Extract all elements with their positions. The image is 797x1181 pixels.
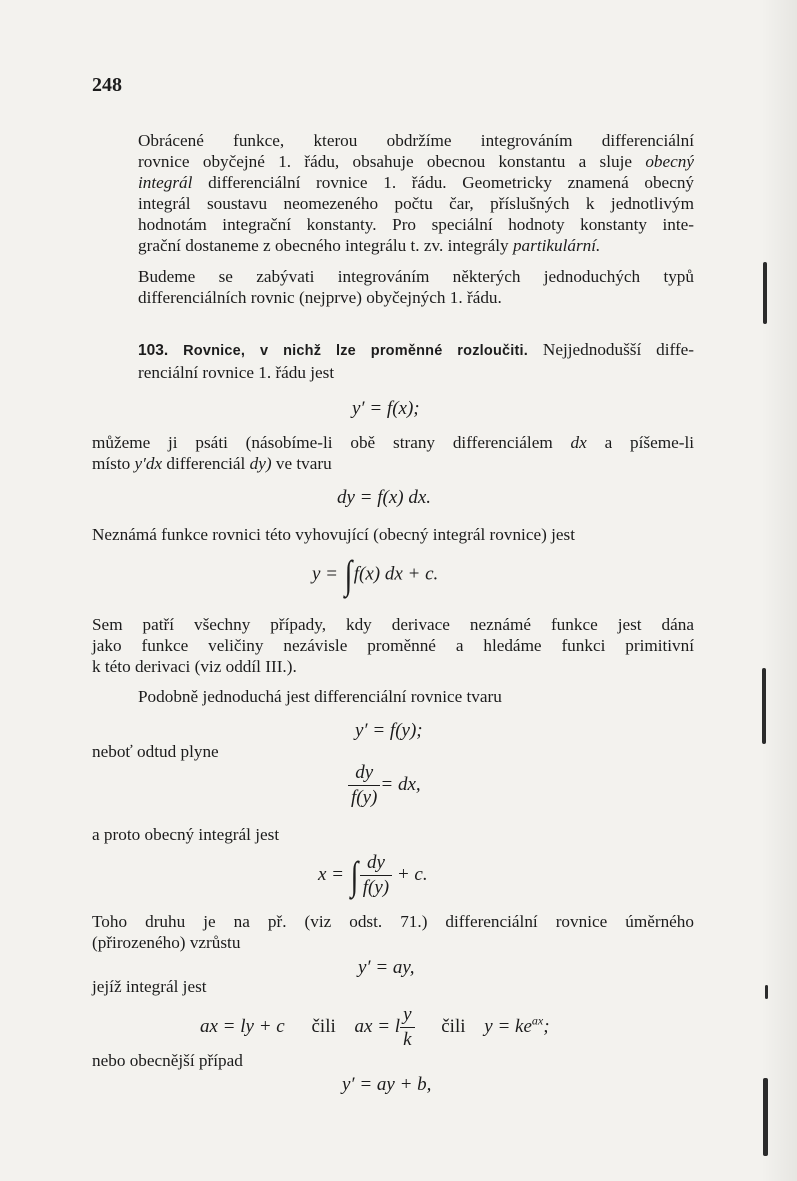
equation-3: y = ∫f(x) dx + c. (312, 552, 439, 597)
integral-sign: ∫ (350, 852, 359, 898)
page-number: 248 (92, 74, 122, 96)
paragraph-definition (92, 130, 694, 256)
text-line: Podobně jednoduchá jest differenciální rovnice tvaru (138, 687, 502, 706)
binding-mark (765, 985, 768, 999)
text-line: integrál soustavu neomezeného počtu čar, příslušných k jednotlivým (138, 194, 694, 213)
equation-4: y′ = f(y); (355, 720, 423, 741)
term-obecny: obecný (645, 152, 694, 171)
binding-mark (762, 668, 766, 744)
paragraph-rewrite (92, 432, 694, 474)
text-line: můžeme ji psáti (násobíme-li obě strany differenciálem dx a píšeme-li (92, 433, 695, 452)
text-line: Sem patří všechny případy, kdy derivace neznámé funkce jest dána (92, 615, 694, 634)
label-nebo: nebo obecnější případ (92, 1051, 243, 1070)
section-number: 103. (138, 342, 169, 359)
text-line: Toho druhu je na př. (viz odst. 71.) differenciální rovnice úměrného (92, 912, 694, 931)
equation-7: y′ = ay, (358, 957, 415, 978)
text-line: 103. Rovnice, v nichž lze proměnné rozloučiti. Nejjednodušší diffe- (138, 340, 695, 359)
binding-mark (763, 1078, 768, 1156)
text-line: jako funkce veličiny nezávisle proměnné a hledáme funkci primitivní (92, 636, 694, 655)
text-line: renciální rovnice 1. řádu jest (138, 363, 335, 382)
term-partikularni: partikulární. (512, 236, 601, 255)
integral-sign: ∫ (344, 552, 353, 597)
page-crease-shadow (761, 0, 797, 1181)
paragraph-cases (92, 614, 694, 677)
label-nebot: neboť odtud plyne (92, 742, 219, 761)
paragraph-growth (92, 911, 694, 953)
text-line: differenciálních rovnic (nejprve) obyčejných 1. řádu. (138, 288, 502, 307)
label-jejiz: jejíž integrál jest (92, 977, 207, 996)
binding-mark (763, 262, 767, 324)
equation-5: $\frac{dy}{f(y)}$ = dx, (348, 762, 421, 809)
text-line: místo y′dx differenciál dy) ve tvaru (92, 454, 332, 473)
text-line: integrál differenciální rovnice 1. řádu. Geometricky znamená obecný (138, 173, 695, 192)
text-line: rovnice obyčejné 1. řádu, obsahuje obecnou konstantu a sluje obecný (138, 152, 694, 171)
section-title: Rovnice, v nichž lze proměnné rozloučiti. (183, 343, 528, 359)
text-line: Budeme se zabývati integrováním některých jednoduchých typů (138, 267, 694, 286)
term-integral: integrál (138, 173, 193, 192)
paragraph-intro (92, 266, 694, 308)
text-line: k této derivaci (viz oddíl III.). (92, 657, 297, 676)
text-line: Obrácené funkce, kterou obdržíme integrováním differenciální (138, 131, 694, 150)
paragraph-similar (92, 686, 694, 707)
equation-8: ax = ly + c čili ax = l $\frac{y}{k}$ čili $y = ke^{ax}$; (200, 1004, 550, 1050)
label-a-proto: a proto obecný integrál jest (92, 825, 280, 844)
paragraph-unknown-function (92, 524, 694, 545)
text-line: (přirozeného) vzrůstu (92, 933, 241, 952)
text-line: hodnotám integrační konstanty. Pro speciální hodnoty konstanty inte- (138, 215, 694, 234)
text-line: Neznámá funkce rovnici této vyhovující (obecný integrál rovnice) jest (92, 525, 575, 544)
section-103 (92, 339, 694, 383)
text-line: grační dostaneme z obecného integrálu t. zv. integrály partikulární. (138, 236, 601, 255)
equation-2: dy = f(x) dx. (337, 487, 432, 508)
equation-9: y′ = ay + b, (342, 1074, 432, 1095)
equation-1: y′ = f(x); (352, 398, 420, 419)
equation-6: x = ∫ $\frac{dy}{f(y)}$ + c. (318, 852, 428, 898)
